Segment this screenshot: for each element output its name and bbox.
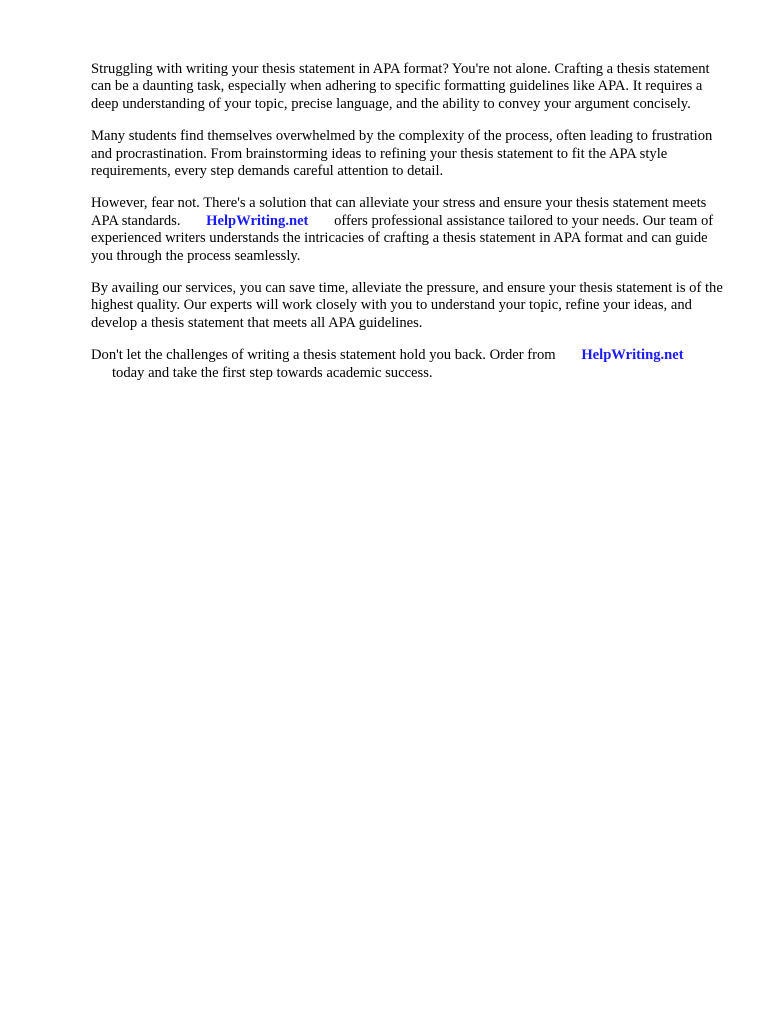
paragraph-intro-text: Struggling with writing your thesis statement in APA format? You're not alone. Crafting a thesis statement can be a daunting task, especially when adhering to specific formatting guidelines like APA. It requires a deep understanding of your topic, precise language, and the ability to convey your argument concisely. <box>91 61 710 112</box>
helpwriting-link-2[interactable]: HelpWriting.net <box>581 347 684 364</box>
paragraph-benefits-text: By availing our services, you can save time, alleviate the pressure, and ensure your thesis statement is of the highest quality. Our experts will work closely with you to understand your topic, refine your ideas, and develop a thesis statement that meets all APA guidelines. <box>91 280 723 331</box>
helpwriting-link-1[interactable]: HelpWriting.net <box>206 212 309 229</box>
paragraph-solution-text-after: offers professional assistance tailored to your needs. Our team of experienced writers understands the intricacies of crafting a thesis statement in APA format and can guide you through the process seamlessly. <box>91 212 714 264</box>
paragraph-call-to-action <box>91 347 731 382</box>
paragraph-difficulty-text: Many students find themselves overwhelmed by the complexity of the process, often leading to frustration and procrastination. From brainstorming ideas to refining your thesis statement to fit the APA style requirements, every step demands careful attention to detail. <box>91 128 713 180</box>
paragraph-cta-text-before: Don't let the challenges of writing a thesis statement hold you back. Order from <box>91 347 556 364</box>
document-body <box>91 61 731 397</box>
paragraph-solution <box>91 195 731 265</box>
paragraph-cta-text-after: today and take the first step towards academic success. <box>112 364 433 381</box>
paragraph-benefits <box>91 280 731 332</box>
paragraph-solution-text-before: However, fear not. There's a solution that can alleviate your stress and ensure your thesis statement meets APA standards. <box>91 195 707 229</box>
paragraph-difficulty <box>91 128 731 180</box>
paragraph-intro <box>91 61 731 113</box>
